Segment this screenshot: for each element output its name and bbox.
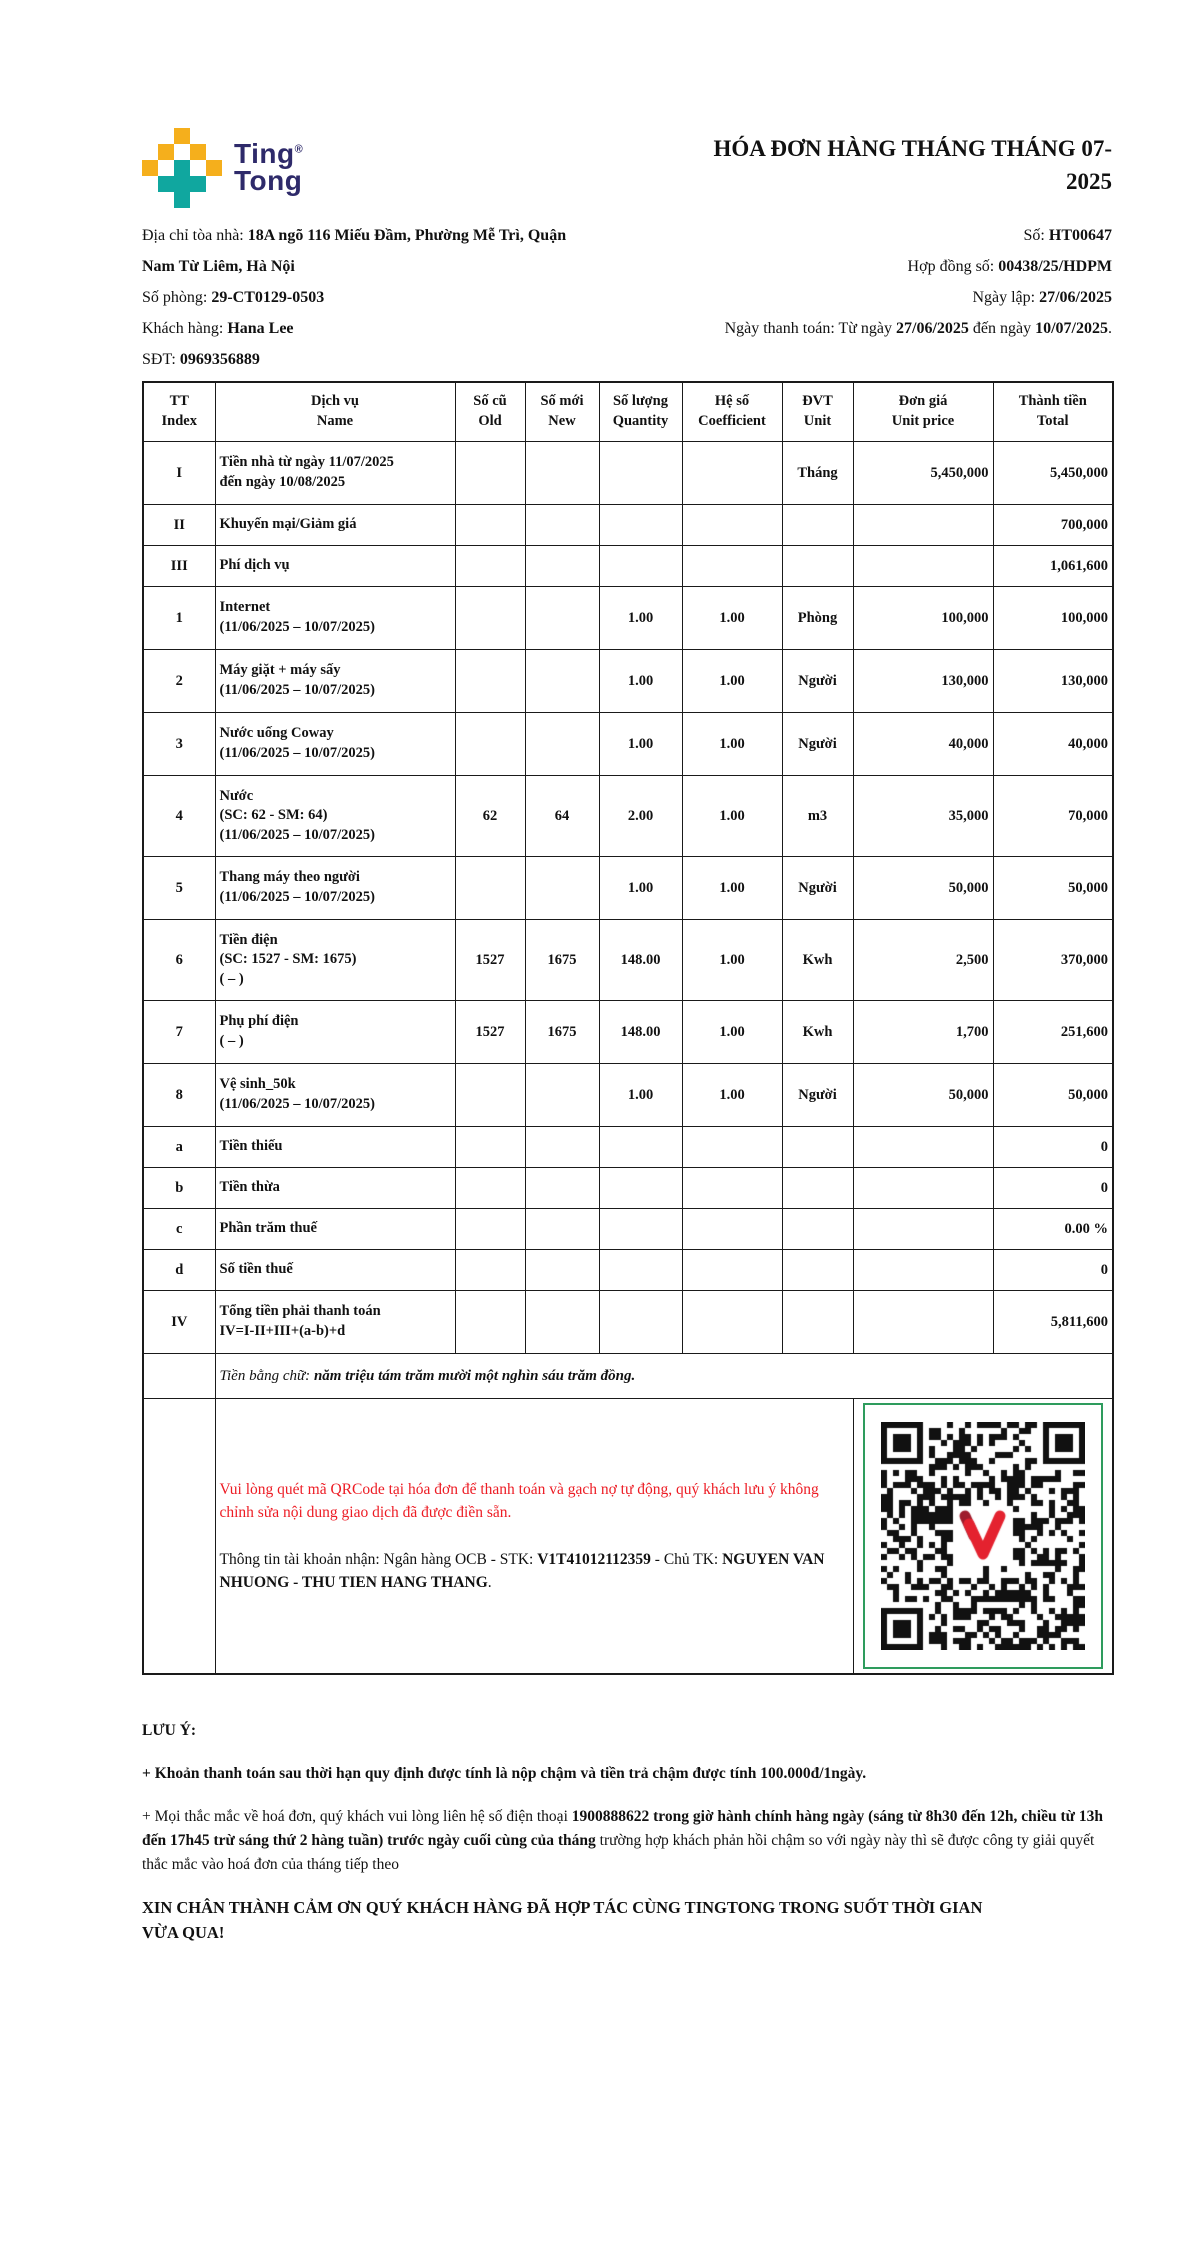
header-quantity: Số lượng Quantity: [599, 382, 682, 442]
cell-price: [853, 546, 993, 587]
cell-qty: [599, 1127, 682, 1168]
cell-qty: 1.00: [599, 857, 682, 920]
brand-line1: Ting: [234, 138, 295, 170]
issue-date: Ngày lập: 27/06/2025: [972, 289, 1112, 306]
cell-new: [525, 1250, 599, 1291]
cell-tt: d: [143, 1250, 215, 1291]
cell-new: [525, 857, 599, 920]
header-new: Số mới New: [525, 382, 599, 442]
cell-total: 370,000: [993, 920, 1113, 1001]
invoice-number: Số: HT00647: [1023, 227, 1112, 244]
cell-coeff: [682, 505, 782, 546]
cell-new: [525, 1291, 599, 1354]
cell-total: 0.00 %: [993, 1209, 1113, 1250]
table-row: [143, 1001, 1113, 1064]
cell-old: [455, 857, 525, 920]
room-number: Số phòng: 29-CT0129-0503: [142, 289, 325, 306]
qr-warning-text: Vui lòng quét mã QRCode tại hóa đơn để thanh toán và gạch nợ tự động, quý khách lưu ý không chỉnh sửa nội dung giao dịch đã được điền sẵn.: [219, 1480, 819, 1521]
cell-new: 1675: [525, 920, 599, 1001]
cell-empty: [143, 1399, 215, 1675]
cell-tt: a: [143, 1127, 215, 1168]
cell-total: 40,000: [993, 713, 1113, 776]
cell-new: 64: [525, 776, 599, 857]
cell-name: Tổng tiền phải thanh toán IV=I-II+III+(a-b)+d: [215, 1291, 455, 1354]
cell-price: 50,000: [853, 1064, 993, 1127]
cell-tt: 4: [143, 776, 215, 857]
cell-price: 40,000: [853, 713, 993, 776]
cell-coeff: 1.00: [682, 920, 782, 1001]
cell-old: [455, 505, 525, 546]
cell-total: 50,000: [993, 857, 1113, 920]
cell-new: [525, 546, 599, 587]
cell-unit: Người: [782, 1064, 853, 1127]
table-row: [143, 1168, 1113, 1209]
cell-coeff: [682, 1168, 782, 1209]
cell-total: 5,811,600: [993, 1291, 1113, 1354]
cell-name: Phụ phí điện ( – ): [215, 1001, 455, 1064]
table-row: [143, 442, 1113, 505]
cell-old: [455, 1209, 525, 1250]
registered-mark: ®: [294, 144, 304, 157]
footer-notes: [142, 1719, 1112, 1946]
cell-unit: Người: [782, 857, 853, 920]
cell-coeff: 1.00: [682, 1064, 782, 1127]
table-row: [143, 857, 1113, 920]
cell-qty: [599, 1209, 682, 1250]
cell-qty: 1.00: [599, 1064, 682, 1127]
cell-new: [525, 1209, 599, 1250]
cell-unit: Người: [782, 650, 853, 713]
cell-total: 0: [993, 1127, 1113, 1168]
cell-price: [853, 1291, 993, 1354]
cell-old: [455, 1291, 525, 1354]
table-row: [143, 650, 1113, 713]
table-header-row: [143, 382, 1113, 442]
cell-price: [853, 1250, 993, 1291]
cell-tt: b: [143, 1168, 215, 1209]
cell-price: 35,000: [853, 776, 993, 857]
header-old: Số cũ Old: [455, 382, 525, 442]
cell-unit: m3: [782, 776, 853, 857]
cell-tt: 1: [143, 587, 215, 650]
cell-tt: I: [143, 442, 215, 505]
note-title: LƯU Ý:: [142, 1722, 197, 1739]
header-index: TT Index: [143, 382, 215, 442]
cell-total: 0: [993, 1168, 1113, 1209]
cell-total: 251,600: [993, 1001, 1113, 1064]
brand-line2: Tong: [234, 165, 303, 196]
cell-coeff: 1.00: [682, 650, 782, 713]
cell-old: [455, 587, 525, 650]
cell-price: 1,700: [853, 1001, 993, 1064]
cell-name: Internet (11/06/2025 – 10/07/2025): [215, 587, 455, 650]
cell-name: Nước uống Coway (11/06/2025 – 10/07/2025): [215, 713, 455, 776]
amount-in-words-row: [143, 1354, 1113, 1399]
cell-unit: [782, 1250, 853, 1291]
table-row: [143, 713, 1113, 776]
cell-new: [525, 442, 599, 505]
amount-in-words: Tiền bằng chữ: năm triệu tám trăm mười một nghìn sáu trăm đồng.: [215, 1354, 1113, 1399]
cell-unit: [782, 1209, 853, 1250]
cell-unit: Tháng: [782, 442, 853, 505]
cell-tt: 2: [143, 650, 215, 713]
cell-price: 5,450,000: [853, 442, 993, 505]
customer-phone: SĐT: 0969356889: [142, 351, 260, 368]
table-row: [143, 776, 1113, 857]
cell-name: Tiền nhà từ ngày 11/07/2025 đến ngày 10/08/2025: [215, 442, 455, 505]
cell-total: 5,450,000: [993, 442, 1113, 505]
building-address-line2: Nam Từ Liêm, Hà Nội: [142, 258, 295, 275]
cell-name: Phần trăm thuế: [215, 1209, 455, 1250]
cell-tt: 6: [143, 920, 215, 1001]
cell-name: Tiền thiếu: [215, 1127, 455, 1168]
cell-coeff: 1.00: [682, 1001, 782, 1064]
table-row: [143, 1250, 1113, 1291]
cell-name: Nước (SC: 62 - SM: 64) (11/06/2025 – 10/07/2025): [215, 776, 455, 857]
cell-old: 1527: [455, 1001, 525, 1064]
cell-qty: [599, 546, 682, 587]
cell-tt: 3: [143, 713, 215, 776]
cell-new: [525, 713, 599, 776]
cell-unit: Người: [782, 713, 853, 776]
invoice-info-left: [142, 220, 566, 375]
cell-price: [853, 505, 993, 546]
cell-price: 2,500: [853, 920, 993, 1001]
cell-total: 50,000: [993, 1064, 1113, 1127]
cell-coeff: [682, 442, 782, 505]
table-row: [143, 546, 1113, 587]
cell-coeff: [682, 1209, 782, 1250]
cell-new: [525, 1168, 599, 1209]
building-address-line1: Địa chỉ tòa nhà: 18A ngõ 116 Miếu Đầm, Phường Mễ Trì, Quận: [142, 227, 567, 244]
cell-total: 1,061,600: [993, 546, 1113, 587]
contact-note: + Mọi thắc mắc về hoá đơn, quý khách vui lòng liên hệ số điện thoại 1900888622 trong giờ hành chính hàng ngày (sáng từ 8h30 đến 12h, chiều từ 13h đến 17h45 trừ sáng thứ 2 hàng tuần) trước ngày cuối cùng của tháng trường hợp khách phản hồi chậm so với ngày này thì sẽ được công ty giải quyết thắc mắc vào hoá đơn của tháng tiếp theo: [142, 1808, 1103, 1874]
cell-qty: [599, 1168, 682, 1209]
cell-old: 1527: [455, 920, 525, 1001]
cell-price: 100,000: [853, 587, 993, 650]
cell-new: [525, 1064, 599, 1127]
header-coefficient: Hệ số Coefficient: [682, 382, 782, 442]
cell-name: Số tiền thuế: [215, 1250, 455, 1291]
cell-qty: 148.00: [599, 920, 682, 1001]
customer-name: Khách hàng: Hana Lee: [142, 320, 294, 337]
cell-qty: 2.00: [599, 776, 682, 857]
cell-coeff: 1.00: [682, 713, 782, 776]
cell-unit: [782, 546, 853, 587]
qr-code: [863, 1403, 1103, 1669]
cell-old: [455, 442, 525, 505]
cell-old: [455, 650, 525, 713]
header-total: Thành tiền Total: [993, 382, 1113, 442]
cell-tt: 8: [143, 1064, 215, 1127]
header-name: Dịch vụ Name: [215, 382, 455, 442]
cell-coeff: 1.00: [682, 776, 782, 857]
header-unit: ĐVT Unit: [782, 382, 853, 442]
cell-old: 62: [455, 776, 525, 857]
cell-coeff: 1.00: [682, 857, 782, 920]
cell-tt: IV: [143, 1291, 215, 1354]
invoice-info: [142, 220, 1112, 375]
cell-coeff: [682, 1250, 782, 1291]
cell-old: [455, 1127, 525, 1168]
table-row: [143, 1127, 1113, 1168]
cell-old: [455, 1168, 525, 1209]
table-row: [143, 1209, 1113, 1250]
qr-code-cell: [853, 1399, 1113, 1675]
cell-price: [853, 1127, 993, 1168]
page-title: HÓA ĐƠN HÀNG THÁNG THÁNG 07- 2025: [713, 136, 1112, 195]
contract-number: Hợp đồng số: 00438/25/HDPM: [907, 258, 1112, 275]
invoice-content: [142, 0, 1112, 1965]
cell-total: 100,000: [993, 587, 1113, 650]
tingtong-logo-icon: [142, 128, 222, 208]
cell-total: 0: [993, 1250, 1113, 1291]
cell-price: 50,000: [853, 857, 993, 920]
cell-name: Tiền thừa: [215, 1168, 455, 1209]
cell-unit: Kwh: [782, 1001, 853, 1064]
cell-price: [853, 1168, 993, 1209]
invoice-table: [142, 381, 1114, 1675]
cell-qty: 1.00: [599, 587, 682, 650]
cell-coeff: 1.00: [682, 587, 782, 650]
table-row: [143, 920, 1113, 1001]
cell-name: Máy giặt + máy sấy (11/06/2025 – 10/07/2025): [215, 650, 455, 713]
cell-qty: [599, 442, 682, 505]
cell-unit: [782, 1291, 853, 1354]
cell-new: [525, 505, 599, 546]
tingtong-logo: [142, 128, 303, 208]
cell-price: [853, 1209, 993, 1250]
table-row: [143, 1291, 1113, 1354]
cell-unit: [782, 1168, 853, 1209]
cell-tt: II: [143, 505, 215, 546]
cell-old: [455, 713, 525, 776]
tingtong-logo-text: [234, 138, 304, 196]
cell-unit: Phòng: [782, 587, 853, 650]
cell-total: 130,000: [993, 650, 1113, 713]
payment-period: Ngày thanh toán: Từ ngày 27/06/2025 đến ngày 10/07/2025.: [724, 320, 1112, 337]
cell-name: Phí dịch vụ: [215, 546, 455, 587]
cell-new: [525, 650, 599, 713]
cell-price: 130,000: [853, 650, 993, 713]
cell-total: 700,000: [993, 505, 1113, 546]
table-row: [143, 1064, 1113, 1127]
cell-name: Khuyến mại/Giảm giá: [215, 505, 455, 546]
cell-name: Tiền điện (SC: 1527 - SM: 1675) ( – ): [215, 920, 455, 1001]
table-row: [143, 505, 1113, 546]
cell-new: 1675: [525, 1001, 599, 1064]
cell-unit: [782, 505, 853, 546]
cell-qty: [599, 505, 682, 546]
cell-unit: Kwh: [782, 920, 853, 1001]
cell-qty: [599, 1250, 682, 1291]
cell-tt: 5: [143, 857, 215, 920]
cell-new: [525, 1127, 599, 1168]
cell-old: [455, 546, 525, 587]
cell-coeff: [682, 546, 782, 587]
invoice-info-right: [725, 220, 1112, 375]
cell-tt: c: [143, 1209, 215, 1250]
payment-instructions: [215, 1399, 853, 1675]
header-unit-price: Đơn giá Unit price: [853, 382, 993, 442]
cell-name: Thang máy theo người (11/06/2025 – 10/07/2025): [215, 857, 455, 920]
cell-tt: III: [143, 546, 215, 587]
cell-qty: 1.00: [599, 713, 682, 776]
cell-old: [455, 1250, 525, 1291]
cell-qty: 148.00: [599, 1001, 682, 1064]
table-row: [143, 587, 1113, 650]
cell-coeff: [682, 1127, 782, 1168]
cell-total: 70,000: [993, 776, 1113, 857]
cell-old: [455, 1064, 525, 1127]
qr-payment-row: [143, 1399, 1113, 1675]
cell-unit: [782, 1127, 853, 1168]
cell-coeff: [682, 1291, 782, 1354]
cell-qty: [599, 1291, 682, 1354]
cell-qty: 1.00: [599, 650, 682, 713]
thank-you-note: XIN CHÂN THÀNH CẢM ƠN QUÝ KHÁCH HÀNG ĐÃ HỢP TÁC CÙNG TINGTONG TRONG SUỐT THỜI GIAN VỪA QUA!: [142, 1898, 983, 1942]
bank-account-info: Thông tin tài khoản nhận: Ngân hàng OCB - STK: V1T41012112359 - Chủ TK: NGUYEN VAN NHUONG - THU TIEN HANG THANG.: [219, 1551, 825, 1592]
cell-new: [525, 587, 599, 650]
qr-code-image: [881, 1422, 1085, 1650]
cell-empty: [143, 1354, 215, 1399]
cell-name: Vệ sinh_50k (11/06/2025 – 10/07/2025): [215, 1064, 455, 1127]
late-fee-note: + Khoản thanh toán sau thời hạn quy định được tính là nộp chậm và tiền trả chậm được tính 100.000đ/1ngày.: [142, 1765, 867, 1783]
header: [142, 128, 1112, 208]
cell-tt: 7: [143, 1001, 215, 1064]
